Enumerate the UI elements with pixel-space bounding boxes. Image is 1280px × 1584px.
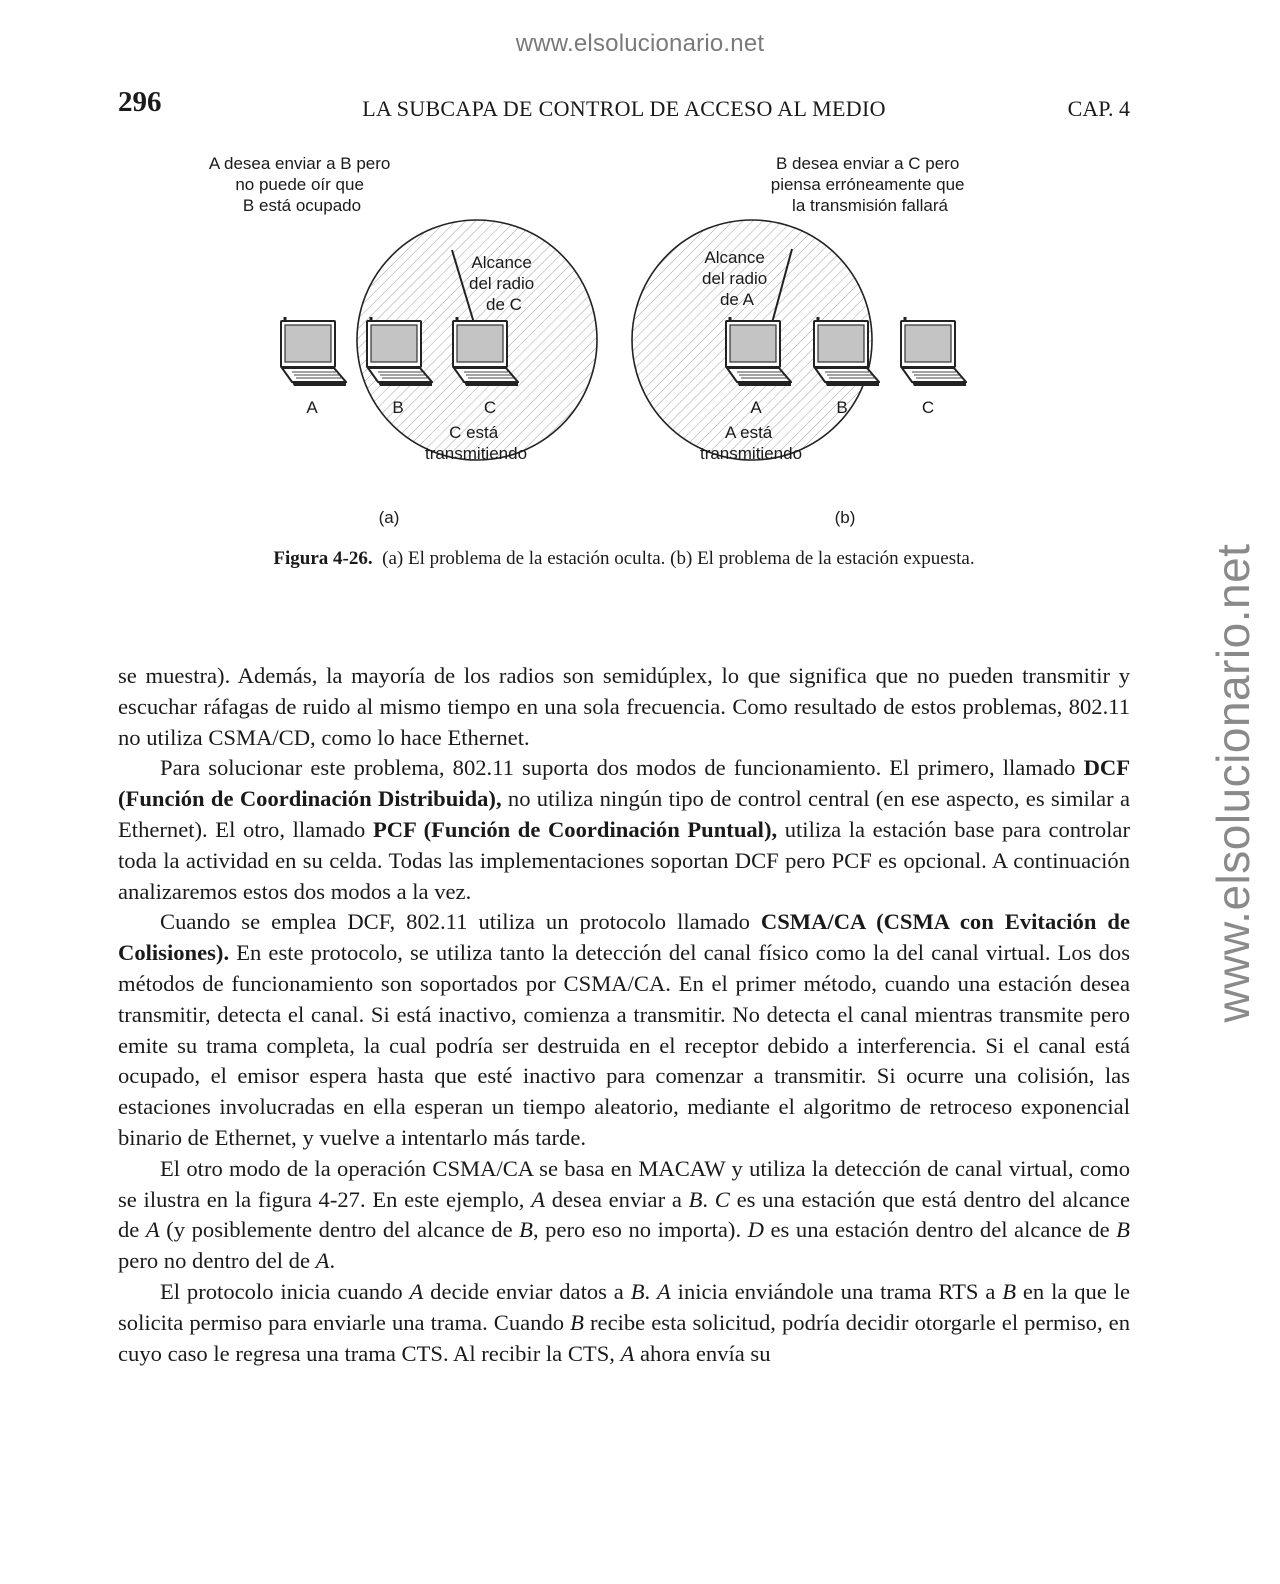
paragraph: [118, 1154, 1130, 1277]
laptop-icon: [281, 317, 346, 386]
fig-b-station-c: C: [921, 398, 935, 417]
text-segment: En este protocolo, se utiliza tanto la detección del canal físico como la del canal virtual. Los dos métodos de funcionamiento son soportados por CSMA/CA. En el primer método, cuando una estación desea transmitir, detecta el canal. Si está inactivo, comienza a transmitir. No detecta el canal mientras transmite pero emite su trama completa, la cual podría ser destruida en el receptor debido a interferencia. Si el canal está ocupado, el emisor espera hasta que esté inactivo para comenzar a transmitir. Si ocurre una colisión, las estaciones involucradas en ella esperan un tiempo aleatorio, mediante el algoritmo de retroceso exponencial binario de Ethernet, y vuelve a intentarlo más tarde.: [118, 940, 1130, 1150]
italic-var: B: [519, 1217, 533, 1243]
text-segment: en la que le solicita permiso para enviarle una trama. Cuando: [118, 1278, 1130, 1335]
fig-b-title-line-1: B desea enviar a C pero: [775, 154, 960, 173]
italic-var: D: [747, 1217, 764, 1243]
text-segment: recibe esta solicitud, podría decidir otorgarle el permiso, en cuyo caso le regresa una trama CTS. Al recibir la CTS,: [118, 1309, 1130, 1366]
fig-a-status-line-2: transmitiendo: [424, 444, 528, 463]
fig-a-status-line-1: C está: [449, 423, 499, 442]
bold-term: DCF (Función de Coordinación Distribuida),: [118, 755, 1130, 812]
svg-text:A desea enviar a B pero: [209, 154, 395, 215]
fig-b-station-b: B: [836, 398, 848, 417]
text-segment: , pero eso no importa).: [532, 1217, 748, 1243]
text-segment: .: [329, 1248, 336, 1274]
figure-caption: [118, 548, 1130, 570]
caption-label: Figura 4-26.: [273, 548, 373, 569]
fig-b-range-line-1: Alcance: [704, 248, 765, 267]
text-segment: es una estación dentro del alcance de: [763, 1217, 1117, 1243]
italic-var: A: [315, 1248, 330, 1274]
text-segment: utiliza la estación base para controlar toda la actividad en su celda. Todas las implementaciones soportan DCF pero PCF es opcional. A continuación analizaremos estos dos modos a la vez.: [118, 816, 1130, 904]
paragraph: [118, 753, 1130, 907]
text-segment: pero no dentro del de: [118, 1248, 316, 1274]
italic-var: B: [1002, 1278, 1017, 1304]
italic-var: A: [531, 1186, 545, 1212]
laptop-icon: [901, 317, 966, 386]
panel-b: [632, 154, 969, 527]
fig-b-range-line-2: del radio: [702, 269, 768, 288]
body-text: [118, 661, 1130, 1369]
text-segment: es una estación que está dentro del alcance de: [118, 1186, 1130, 1243]
text-segment: (y posiblemente dentro del alcance de: [159, 1217, 520, 1243]
text-segment: ahora envía su: [634, 1340, 771, 1366]
fig-a-station-b: B: [392, 398, 404, 417]
fig-b-status-line-2: transmitiendo: [699, 444, 803, 463]
text-segment: El protocolo inicia cuando: [160, 1278, 410, 1304]
chapter-label: CAP. 4: [1067, 96, 1130, 121]
italic-var: A: [409, 1278, 424, 1304]
text-segment: .: [702, 1186, 715, 1212]
text-segment: desea enviar a: [545, 1186, 689, 1212]
italic-var: B: [570, 1309, 584, 1335]
italic-var: B: [688, 1186, 703, 1212]
fig-a-range-line-3: de C: [486, 295, 522, 314]
fig-b-station-a: A: [750, 398, 762, 417]
bold-term: PCF (Función de Coordinación Puntual),: [372, 816, 778, 842]
fig-b-title-line-3: la transmisión fallará: [792, 196, 948, 215]
text-segment: Cuando se emplea DCF, 802.11 utiliza un protocolo llamado: [160, 909, 761, 935]
italic-var: A: [145, 1217, 160, 1243]
running-title: LA SUBCAPA DE CONTROL DE ACCESO AL MEDIO: [362, 96, 886, 121]
fig-a-station-a: A: [306, 398, 318, 417]
svg-text:B desea enviar a C pero: [771, 154, 969, 215]
italic-var: B: [1116, 1217, 1130, 1243]
text-segment: Para solucionar este problema, 802.11 suporta dos modos de funcionamiento. El primero, llamado: [160, 755, 1084, 781]
italic-var: C: [714, 1186, 730, 1212]
fig-b-range-line-3: de A: [719, 290, 755, 309]
page-header: [118, 86, 1130, 126]
italic-var: B: [630, 1278, 645, 1304]
figure-4-26: [180, 140, 1060, 540]
text-segment: se muestra). Además, la mayoría de los radios son semidúplex, lo que significa que no pueden transmitir y escuchar ráfagas de ruido al mismo tiempo en una sola frecuencia. Como resultado de estos problemas, 802.11 no utiliza CSMA/CD, como lo hace Ethernet.: [118, 663, 1130, 750]
text-segment: no utiliza ningún tipo de control central (en ese aspecto, es similar a Ethernet). El otro, llamado: [118, 786, 1130, 842]
fig-a-title-line-2: no puede oír que: [235, 175, 364, 194]
text-segment: decide enviar datos a: [423, 1278, 631, 1304]
text-segment: .: [644, 1278, 657, 1304]
fig-a-range-line-1: Alcance: [471, 253, 532, 272]
figure-diagram: [180, 140, 1060, 540]
fig-b-title-line-2: piensa erróneamente que: [770, 175, 965, 194]
italic-var: A: [620, 1340, 635, 1366]
fig-a-panel-label: (a): [378, 508, 400, 527]
fig-a-station-c: C: [483, 398, 497, 417]
fig-b-panel-label: (b): [834, 508, 856, 527]
italic-var: A: [657, 1278, 671, 1304]
paragraph: [118, 1277, 1130, 1369]
bold-term: CSMA/CA (CSMA con Evitación de Colisiones).: [118, 909, 1131, 966]
paragraph: [118, 907, 1130, 1153]
text-segment: El otro modo de la operación CSMA/CA se basa en MACAW y utiliza la detección de canal virtual, como se ilustra en la figura 4-27. En este ejemplo,: [118, 1155, 1130, 1212]
fig-b-status-line-1: A está: [725, 423, 773, 442]
caption-text: (a) El problema de la estación oculta. (b) El problema de la estación expuesta.: [382, 548, 975, 569]
watermark-side: www.elsolucionario.net: [1207, 543, 1259, 1023]
fig-a-title-line-1: A desea enviar a B pero: [208, 154, 391, 173]
panel-a: [209, 154, 597, 527]
paragraph: [118, 661, 1130, 753]
watermark-top: www.elsolucionario.net: [515, 30, 765, 57]
fig-a-title-line-3: B está ocupado: [242, 196, 362, 215]
fig-a-range-line-2: del radio: [469, 274, 535, 293]
text-segment: inicia enviándole una trama RTS a: [670, 1278, 1003, 1304]
page-number: 296: [118, 86, 162, 118]
